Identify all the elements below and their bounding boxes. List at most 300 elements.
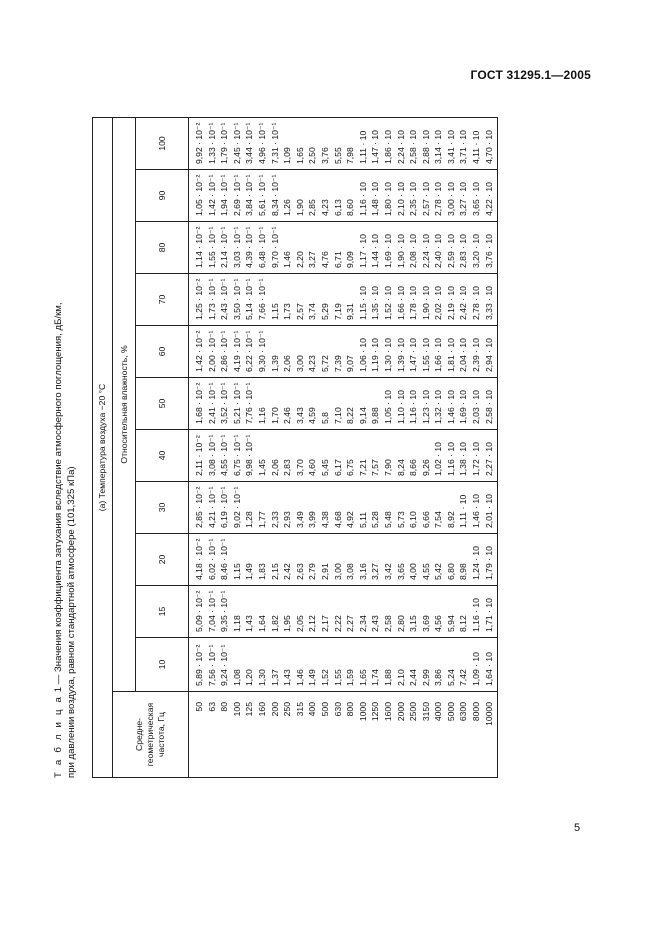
table-row bbox=[231, 118, 244, 778]
value-cell: 4,00 bbox=[407, 534, 420, 586]
value-cell: 5,28 bbox=[369, 482, 382, 534]
value-cell: 3,27 · 10 bbox=[457, 170, 470, 222]
value-cell: 3,00 bbox=[332, 534, 345, 586]
value-cell: 2,40 · 10 bbox=[432, 222, 445, 274]
value-cell: 3,27 bbox=[306, 222, 319, 274]
value-cell: 1,90 · 10 bbox=[395, 222, 408, 274]
value-cell: 5,55 bbox=[332, 118, 345, 170]
table-row bbox=[281, 118, 294, 778]
value-cell: 3,43 bbox=[294, 378, 307, 430]
value-cell: 3,74 bbox=[306, 274, 319, 326]
value-cell: 1,69 · 10 bbox=[457, 378, 470, 430]
value-cell: 4,76 bbox=[319, 222, 332, 274]
value-cell: 1,15 bbox=[231, 534, 244, 586]
value-cell: 4,19 · 10⁻¹ bbox=[231, 326, 244, 378]
value-cell: 2,85 bbox=[306, 170, 319, 222]
value-cell: 7,66 · 10⁻¹ bbox=[256, 274, 269, 326]
value-cell: 3,33 · 10 bbox=[483, 274, 498, 326]
value-cell: 1,83 bbox=[256, 534, 269, 586]
value-cell: 2,80 bbox=[395, 586, 408, 638]
value-cell: 2,93 bbox=[281, 482, 294, 534]
value-cell: 1,09 bbox=[281, 118, 294, 170]
value-cell: 1,71 · 10 bbox=[483, 586, 498, 638]
value-cell: 6,22 · 10⁻¹ bbox=[243, 326, 256, 378]
value-cell: 2,50 bbox=[306, 118, 319, 170]
frequency-cell: 400 bbox=[306, 692, 319, 778]
humidity-header: Относительная влажность, % bbox=[113, 118, 136, 692]
value-cell: 2,15 bbox=[269, 534, 282, 586]
value-cell: 6,71 bbox=[332, 222, 345, 274]
value-cell: 3,27 bbox=[369, 534, 382, 586]
value-cell: 1,10 · 10 bbox=[395, 378, 408, 430]
frequency-cell: 5000 bbox=[445, 692, 458, 778]
value-cell: 2,57 bbox=[294, 274, 307, 326]
value-cell: 1,82 bbox=[269, 586, 282, 638]
value-cell: 2,24 · 10 bbox=[420, 222, 433, 274]
value-cell: 7,42 bbox=[457, 638, 470, 692]
caption-line-1 bbox=[52, 98, 65, 778]
frequency-cell: 1600 bbox=[382, 692, 395, 778]
value-cell: 4,92 bbox=[344, 482, 357, 534]
value-cell: 3,20 · 10 bbox=[470, 222, 483, 274]
value-cell: 7,90 bbox=[382, 430, 395, 482]
value-cell: 2,11 · 10⁻² bbox=[189, 430, 206, 482]
value-cell: 2,03 · 10 bbox=[470, 378, 483, 430]
value-cell: 2,59 · 10 bbox=[445, 222, 458, 274]
value-cell: 1,73 · 10⁻¹ bbox=[206, 274, 219, 326]
value-cell: 1,79 · 10 bbox=[483, 534, 498, 586]
value-cell: 6,75 bbox=[344, 430, 357, 482]
value-cell: 3,49 bbox=[294, 482, 307, 534]
value-cell: 7,54 bbox=[432, 482, 445, 534]
value-cell: 2,42 · 10 bbox=[457, 274, 470, 326]
frequency-cell: 63 bbox=[206, 692, 219, 778]
value-cell: 3,08 · 10⁻¹ bbox=[206, 430, 219, 482]
value-cell: 7,19 bbox=[332, 274, 345, 326]
rotated-table-region bbox=[52, 98, 572, 778]
value-cell: 1,38 · 10 bbox=[457, 430, 470, 482]
value-cell: 8,92 bbox=[445, 482, 458, 534]
value-cell: 1,05 · 10 bbox=[382, 378, 395, 430]
column-header-humidity: 10 bbox=[136, 638, 189, 692]
value-cell: 3,14 · 10 bbox=[432, 118, 445, 170]
value-cell: 1,81 · 10 bbox=[445, 326, 458, 378]
frequency-cell: 160 bbox=[256, 692, 269, 778]
value-cell: 8,60 bbox=[344, 170, 357, 222]
frequency-cell: 80 bbox=[218, 692, 231, 778]
value-cell: 2,42 bbox=[281, 534, 294, 586]
value-cell: 1,47 · 10 bbox=[407, 326, 420, 378]
value-cell: 1,65 bbox=[357, 638, 370, 692]
value-cell: 1,43 bbox=[243, 586, 256, 638]
value-cell: 1,25 · 10⁻² bbox=[189, 274, 206, 326]
frequency-cell: 1250 bbox=[369, 692, 382, 778]
value-cell: 1,55 · 10⁻¹ bbox=[206, 222, 219, 274]
value-cell: 1,37 bbox=[269, 638, 282, 692]
value-cell: 2,10 bbox=[395, 638, 408, 692]
value-cell: 6,13 bbox=[332, 170, 345, 222]
value-cell: 8,12 bbox=[457, 586, 470, 638]
value-cell: 9,88 bbox=[369, 378, 382, 430]
value-cell: 3,52 · 10⁻¹ bbox=[218, 378, 231, 430]
table-row bbox=[470, 118, 483, 778]
value-cell: 2,85 · 10⁻² bbox=[189, 482, 206, 534]
value-cell: 3,03 · 10⁻¹ bbox=[231, 222, 244, 274]
value-cell: 1,69 · 10 bbox=[382, 222, 395, 274]
value-cell: 1,23 · 10 bbox=[420, 378, 433, 430]
value-cell: 9,92 · 10⁻² bbox=[189, 118, 206, 170]
frequency-cell: 2000 bbox=[395, 692, 408, 778]
value-cell: 2,17 bbox=[319, 586, 332, 638]
value-cell: 2,04 · 10 bbox=[457, 326, 470, 378]
value-cell: 1,48 · 10 bbox=[369, 170, 382, 222]
value-cell: 4,56 bbox=[432, 586, 445, 638]
value-cell: 2,27 bbox=[344, 586, 357, 638]
value-cell: 3,76 bbox=[319, 118, 332, 170]
value-cell: 3,99 bbox=[306, 482, 319, 534]
value-cell: 3,41 · 10 bbox=[445, 118, 458, 170]
frequency-cell: 4000 bbox=[432, 692, 445, 778]
table-row bbox=[269, 118, 282, 778]
value-cell: 9,24 · 10⁻¹ bbox=[218, 638, 231, 692]
table-row bbox=[369, 118, 382, 778]
value-cell: 2,14 · 10⁻¹ bbox=[218, 222, 231, 274]
value-cell: 2,45 · 10⁻¹ bbox=[231, 118, 244, 170]
column-header-humidity: 40 bbox=[136, 430, 189, 482]
value-cell: 1,90 bbox=[294, 170, 307, 222]
value-cell: 1,11 · 10 bbox=[357, 118, 370, 170]
value-cell: 1,49 bbox=[243, 534, 256, 586]
value-cell: 9,09 bbox=[344, 222, 357, 274]
value-cell: 3,00 · 10 bbox=[445, 170, 458, 222]
value-cell: 1,64 · 10 bbox=[483, 638, 498, 692]
stub-header bbox=[113, 692, 189, 778]
value-cell: 5,29 bbox=[319, 274, 332, 326]
value-cell: 1,44 · 10 bbox=[369, 222, 382, 274]
value-cell: 2,58 · 10 bbox=[483, 378, 498, 430]
value-cell: 1,19 · 10 bbox=[369, 326, 382, 378]
value-cell: 1,02 · 10 bbox=[432, 430, 445, 482]
value-cell: 1,05 · 10⁻² bbox=[189, 170, 206, 222]
value-cell: 1,46 · 10 bbox=[445, 378, 458, 430]
page-number: 5 bbox=[574, 822, 581, 834]
table-row bbox=[189, 118, 206, 778]
frequency-cell: 250 bbox=[281, 692, 294, 778]
value-cell: 2,20 bbox=[294, 222, 307, 274]
value-cell: 5,09 · 10⁻² bbox=[189, 586, 206, 638]
column-header-humidity: 50 bbox=[136, 378, 189, 430]
frequency-cell: 6300 bbox=[457, 692, 470, 778]
value-cell: 2,78 · 10 bbox=[470, 274, 483, 326]
value-cell: 4,23 bbox=[306, 326, 319, 378]
column-header-humidity: 70 bbox=[136, 274, 189, 326]
value-cell: 1,09 · 10 bbox=[470, 638, 483, 692]
value-cell: 3,42 bbox=[382, 534, 395, 586]
caption-label: Т а б л и ц а bbox=[53, 694, 64, 778]
frequency-cell: 50 bbox=[189, 692, 206, 778]
value-cell: 1,49 bbox=[306, 638, 319, 692]
table-row bbox=[357, 118, 370, 778]
value-cell: 1,64 bbox=[256, 586, 269, 638]
value-cell: 5,42 bbox=[432, 534, 445, 586]
column-header-humidity: 100 bbox=[136, 118, 189, 170]
value-cell: 9,02 · 10⁻¹ bbox=[231, 482, 244, 534]
value-cell: 5,89 · 10⁻² bbox=[189, 638, 206, 692]
value-cell: 7,76 · 10⁻¹ bbox=[243, 378, 256, 430]
value-cell: 1,11 · 10 bbox=[457, 482, 470, 534]
value-cell: 1,39 · 10 bbox=[395, 326, 408, 378]
value-cell: 1,30 bbox=[256, 638, 269, 692]
value-cell: 3,16 bbox=[357, 534, 370, 586]
value-cell: 1,47 · 10 bbox=[369, 118, 382, 170]
value-cell: 4,39 · 10⁻¹ bbox=[243, 222, 256, 274]
value-cell: 4,11 · 10 bbox=[470, 118, 483, 170]
caption-title: 1 — Значения коэффициента затухания вследствие атмосферного поглощения, дБ/км, bbox=[53, 302, 64, 695]
value-cell: 8,98 bbox=[457, 534, 470, 586]
value-cell: 7,04 · 10⁻¹ bbox=[206, 586, 219, 638]
value-cell: 1,86 · 10 bbox=[382, 118, 395, 170]
value-cell: 1,65 bbox=[294, 118, 307, 170]
value-cell: 3,71 · 10 bbox=[457, 118, 470, 170]
table-row bbox=[294, 118, 307, 778]
value-cell: 3,44 · 10⁻¹ bbox=[243, 118, 256, 170]
value-cell: 2,86 · 10⁻¹ bbox=[218, 326, 231, 378]
column-header-humidity: 80 bbox=[136, 222, 189, 274]
caption-line-2: при давлении воздуха, равном стандартной атмосфере (101,325 кПа) bbox=[66, 466, 77, 778]
value-cell: 5,94 bbox=[445, 586, 458, 638]
value-cell: 2,99 bbox=[420, 638, 433, 692]
value-cell: 2,44 bbox=[407, 638, 420, 692]
value-cell: 5,48 bbox=[382, 482, 395, 534]
value-cell: 1,39 bbox=[269, 326, 282, 378]
value-cell: 1,16 · 10 bbox=[470, 586, 483, 638]
value-cell: 8,24 bbox=[395, 430, 408, 482]
value-cell: 1,20 bbox=[243, 638, 256, 692]
value-cell: 4,70 · 10 bbox=[483, 118, 498, 170]
table-row bbox=[332, 118, 345, 778]
value-cell: 1,18 bbox=[231, 586, 244, 638]
value-cell: 4,38 bbox=[319, 482, 332, 534]
value-cell: 9,30 · 10⁻¹ bbox=[256, 326, 269, 378]
value-cell: 7,39 bbox=[332, 326, 345, 378]
value-cell: 4,68 bbox=[332, 482, 345, 534]
value-cell: 2,43 bbox=[369, 586, 382, 638]
value-cell: 1,73 bbox=[281, 274, 294, 326]
value-cell: 5,61 · 10⁻¹ bbox=[256, 170, 269, 222]
value-cell: 2,88 · 10 bbox=[420, 118, 433, 170]
value-cell: 2,00 · 10⁻¹ bbox=[206, 326, 219, 378]
column-header-humidity: 20 bbox=[136, 534, 189, 586]
value-cell: 1,74 bbox=[369, 638, 382, 692]
value-cell: 2,58 bbox=[382, 586, 395, 638]
value-cell: 9,14 bbox=[357, 378, 370, 430]
table-row bbox=[243, 118, 256, 778]
frequency-cell: 200 bbox=[269, 692, 282, 778]
value-cell: 3,70 bbox=[294, 430, 307, 482]
value-cell: 1,28 bbox=[243, 482, 256, 534]
value-cell: 3,76 · 10 bbox=[483, 222, 498, 274]
value-cell: 2,02 · 10 bbox=[432, 274, 445, 326]
column-header-humidity: 90 bbox=[136, 170, 189, 222]
value-cell: 3,08 bbox=[344, 534, 357, 586]
value-cell: 6,19 · 10⁻¹ bbox=[218, 482, 231, 534]
value-cell: 5,14 · 10⁻¹ bbox=[243, 274, 256, 326]
value-cell: 1,68 · 10⁻² bbox=[189, 378, 206, 430]
frequency-cell: 1000 bbox=[357, 692, 370, 778]
value-cell: 1,77 bbox=[256, 482, 269, 534]
value-cell: 1,80 · 10 bbox=[382, 170, 395, 222]
value-cell: 8,34 · 10⁻¹ bbox=[269, 170, 282, 222]
value-cell: 2,10 · 10 bbox=[395, 170, 408, 222]
value-cell: 1,24 · 10 bbox=[470, 534, 483, 586]
frequency-cell: 100 bbox=[231, 692, 244, 778]
value-cell: 2,01 · 10 bbox=[483, 482, 498, 534]
value-cell: 7,21 bbox=[357, 430, 370, 482]
table-row bbox=[407, 118, 420, 778]
value-cell: 7,10 bbox=[332, 378, 345, 430]
value-cell: 4,55 bbox=[420, 534, 433, 586]
value-cell: 5,45 bbox=[319, 430, 332, 482]
value-cell: 7,98 bbox=[344, 118, 357, 170]
value-cell: 2,58 · 10 bbox=[407, 118, 420, 170]
value-cell: 9,07 bbox=[344, 326, 357, 378]
value-cell: 2,22 bbox=[332, 586, 345, 638]
table-row bbox=[206, 118, 219, 778]
value-cell: 6,75 · 10⁻¹ bbox=[231, 430, 244, 482]
frequency-cell: 500 bbox=[319, 692, 332, 778]
value-cell: 1,52 · 10 bbox=[382, 274, 395, 326]
value-cell: 2,83 · 10 bbox=[457, 222, 470, 274]
value-cell: 2,27 · 10 bbox=[483, 430, 498, 482]
value-cell: 1,35 · 10 bbox=[369, 274, 382, 326]
value-cell: 1,32 · 10 bbox=[432, 378, 445, 430]
value-cell: 9,31 bbox=[344, 274, 357, 326]
value-cell: 1,59 bbox=[344, 638, 357, 692]
value-cell: 5,72 bbox=[319, 326, 332, 378]
value-cell: 1,46 bbox=[281, 222, 294, 274]
value-cell: 9,70 · 10⁻¹ bbox=[269, 222, 282, 274]
value-cell: 9,35 · 10⁻¹ bbox=[218, 586, 231, 638]
stub-header-line: Средне- bbox=[134, 718, 144, 751]
stub-header-line: частота, Гц bbox=[156, 712, 166, 757]
value-cell: 8,66 bbox=[407, 430, 420, 482]
value-cell: 3,50 · 10⁻¹ bbox=[231, 274, 244, 326]
value-cell: 1,42 · 10⁻² bbox=[189, 326, 206, 378]
value-cell: 2,83 bbox=[281, 430, 294, 482]
value-cell: 3,86 bbox=[432, 638, 445, 692]
value-cell: 1,42 · 10⁻¹ bbox=[206, 170, 219, 222]
value-cell: 1,46 bbox=[294, 638, 307, 692]
table-row bbox=[218, 118, 231, 778]
value-cell: 1,79 · 10⁻¹ bbox=[218, 118, 231, 170]
frequency-cell: 125 bbox=[243, 692, 256, 778]
value-cell: 1,15 · 10 bbox=[357, 274, 370, 326]
value-cell: 1,26 bbox=[281, 170, 294, 222]
value-cell: 4,60 bbox=[306, 430, 319, 482]
value-cell: 2,78 · 10 bbox=[432, 170, 445, 222]
value-cell: 1,15 bbox=[269, 274, 282, 326]
value-cell: 5,24 bbox=[445, 638, 458, 692]
value-cell: 2,79 bbox=[306, 534, 319, 586]
standard-number: ГОСТ 31295.1—2005 bbox=[470, 68, 591, 82]
value-cell: 2,57 · 10 bbox=[420, 170, 433, 222]
value-cell: 1,66 · 10 bbox=[395, 274, 408, 326]
value-cell: 2,19 · 10 bbox=[445, 274, 458, 326]
value-cell: 2,63 bbox=[294, 534, 307, 586]
value-cell: 1,43 bbox=[281, 638, 294, 692]
column-header-humidity: 60 bbox=[136, 326, 189, 378]
value-cell: 4,18 · 10⁻² bbox=[189, 534, 206, 586]
value-cell: 5,21 · 10⁻¹ bbox=[231, 378, 244, 430]
value-cell: 1,14 · 10⁻² bbox=[189, 222, 206, 274]
value-cell: 8,22 bbox=[344, 378, 357, 430]
stub-header-line: геометрическая bbox=[145, 702, 155, 767]
value-cell: 1,45 bbox=[256, 430, 269, 482]
table-row bbox=[445, 118, 458, 778]
value-cell: 1,52 bbox=[319, 638, 332, 692]
value-cell: 4,21 · 10⁻¹ bbox=[206, 482, 219, 534]
value-cell: 1,16 bbox=[256, 378, 269, 430]
value-cell: 2,33 bbox=[269, 482, 282, 534]
value-cell: 9,26 bbox=[420, 430, 433, 482]
value-cell: 1,95 bbox=[281, 586, 294, 638]
table-row bbox=[483, 118, 498, 778]
temperature-header: (а) Температура воздуха −20 °С bbox=[93, 118, 113, 778]
value-cell: 1,55 · 10 bbox=[420, 326, 433, 378]
value-cell: 1,16 · 10 bbox=[357, 170, 370, 222]
value-cell: 2,05 bbox=[294, 586, 307, 638]
value-cell: 1,70 bbox=[269, 378, 282, 430]
value-cell: 4,23 bbox=[319, 170, 332, 222]
value-cell: 5,11 bbox=[357, 482, 370, 534]
value-cell: 5,8 bbox=[319, 378, 332, 430]
attenuation-table bbox=[92, 117, 498, 778]
value-cell: 1,88 bbox=[382, 638, 395, 692]
table-row bbox=[457, 118, 470, 778]
value-cell: 1,55 bbox=[332, 638, 345, 692]
frequency-cell: 800 bbox=[344, 692, 357, 778]
value-cell: 1,08 bbox=[231, 638, 244, 692]
value-cell: 1,78 · 10 bbox=[407, 274, 420, 326]
table-row bbox=[306, 118, 319, 778]
frequency-cell: 8000 bbox=[470, 692, 483, 778]
frequency-cell: 630 bbox=[332, 692, 345, 778]
value-cell: 7,57 bbox=[369, 430, 382, 482]
value-cell: 3,69 bbox=[420, 586, 433, 638]
value-cell: 3,15 bbox=[407, 586, 420, 638]
frequency-cell: 3150 bbox=[420, 692, 433, 778]
table-row bbox=[319, 118, 332, 778]
value-cell: 1,66 · 10 bbox=[432, 326, 445, 378]
value-cell: 6,80 bbox=[445, 534, 458, 586]
value-cell: 2,06 bbox=[269, 430, 282, 482]
value-cell: 3,00 bbox=[294, 326, 307, 378]
table-row bbox=[420, 118, 433, 778]
value-cell: 2,39 · 10 bbox=[470, 326, 483, 378]
value-cell: 7,56 · 10⁻¹ bbox=[206, 638, 219, 692]
value-cell: 1,16 · 10 bbox=[407, 378, 420, 430]
value-cell: 2,08 · 10 bbox=[407, 222, 420, 274]
column-header-humidity: 15 bbox=[136, 586, 189, 638]
table-row bbox=[256, 118, 269, 778]
value-cell: 4,96 · 10⁻¹ bbox=[256, 118, 269, 170]
value-cell: 9,98 · 10⁻¹ bbox=[243, 430, 256, 482]
value-cell: 3,65 bbox=[395, 534, 408, 586]
value-cell: 7,31 · 10⁻¹ bbox=[269, 118, 282, 170]
value-cell: 2,34 bbox=[357, 586, 370, 638]
value-cell: 1,06 · 10 bbox=[357, 326, 370, 378]
value-cell: 3,65 · 10 bbox=[470, 170, 483, 222]
